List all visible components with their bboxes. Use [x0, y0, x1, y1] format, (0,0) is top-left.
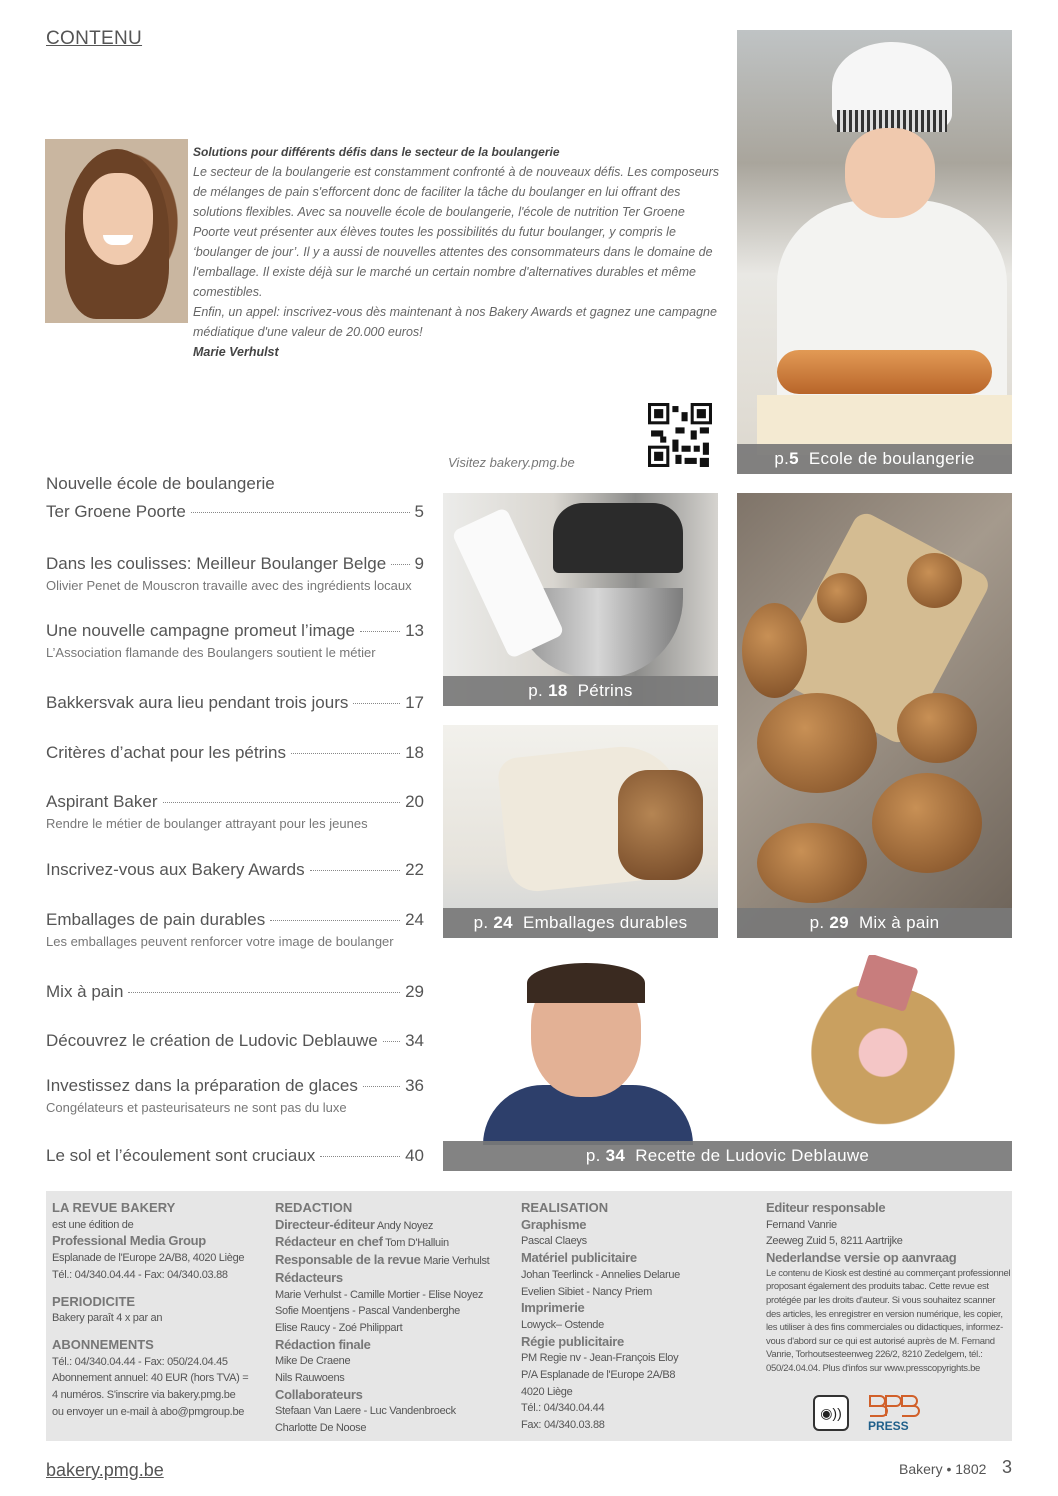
colophon-role: Rédaction finale	[275, 1336, 371, 1352]
colophon-role: Régie publicitaire	[521, 1333, 624, 1349]
colophon-person: Marie Verhulst	[423, 1255, 490, 1268]
colophon-line: ou envoyer un e-mail à abo@pmgroup.be	[52, 1405, 245, 1418]
toc-entry[interactable]	[46, 743, 424, 763]
colophon-heading: REALISATION	[521, 1200, 609, 1215]
toc-entry[interactable]	[46, 474, 424, 522]
colophon-line: Tél.: 04/340.04.44 - Fax: 050/24.04.45	[52, 1355, 228, 1368]
caption-p5: p.5 Ecole de boulangerie	[737, 444, 1012, 474]
toc-entry[interactable]	[46, 1146, 424, 1166]
editorial-body-2: Enfin, un appel: inscrivez-vous dès maintenant à nos Bakery Awards et gagnez une campagne médiatique d'une valeur de 20.000 euros!	[193, 305, 717, 339]
photo-recette-ludovic-deblauwe	[443, 955, 1012, 1171]
toc-subtitle: L’Association flamande des Boulangers soutient le métier	[46, 645, 376, 660]
colophon-person: Pascal Claeys	[521, 1235, 587, 1248]
toc-page: 9	[414, 554, 424, 573]
toc-entry[interactable]	[46, 554, 424, 593]
colophon-line: Fax: 04/340.03.88	[521, 1419, 605, 1432]
colophon-role: Graphisme	[521, 1216, 587, 1232]
colophon-role: Matériel publicitaire	[521, 1250, 637, 1266]
toc-title: Le sol et l’écoulement sont cruciaux	[46, 1146, 316, 1165]
toc-entry[interactable]	[46, 982, 424, 1002]
colophon-line: Tél.: 04/340.04.44 - Fax: 04/340.03.88	[52, 1268, 228, 1281]
visit-website-text: Visitez bakery.pmg.be	[448, 455, 575, 470]
caption-p29: p. 29 Mix à pain	[737, 908, 1012, 938]
press-scan-icon: ◉))	[813, 1395, 849, 1431]
qr-code-icon[interactable]	[648, 403, 712, 467]
toc-subtitle: Congélateurs et pasteurisateurs ne sont pas du luxe	[46, 1100, 347, 1115]
colophon-person: Andy Noyez	[376, 1219, 434, 1232]
photo-ecole-de-boulangerie	[737, 30, 1012, 474]
colophon-heading: Nederlandse versie op aanvraag	[766, 1250, 957, 1266]
section-title: CONTENU	[46, 28, 143, 49]
colophon-role: Imprimerie	[521, 1300, 585, 1316]
colophon-line: est une édition de	[52, 1218, 134, 1231]
colophon-realisation	[521, 1200, 751, 1434]
toc-subtitle: Les emballages peuvent renforcer votre image de boulanger	[46, 934, 394, 949]
colophon-line: Zeeweg Zuid 5, 8211 Aartrijke	[766, 1235, 903, 1248]
colophon-line: Bakery paraît 4 x par an	[52, 1312, 163, 1325]
toc-title: Bakkersvak aura lieu pendant trois jours	[46, 693, 349, 712]
toc-title: Découvrez le création de Ludovic Deblauwe	[46, 1031, 378, 1050]
colophon-role: Directeur-éditeur	[275, 1216, 375, 1232]
colophon-role: Rédacteur en chef	[275, 1234, 383, 1250]
toc-page: 36	[405, 1076, 424, 1095]
toc-title: Investissez dans la préparation de glaces	[46, 1076, 358, 1095]
toc-page: 40	[405, 1146, 424, 1165]
colophon	[46, 1191, 1012, 1441]
toc-page: 22	[405, 860, 424, 879]
colophon-heading: PERIODICITE	[52, 1293, 136, 1309]
toc-title: Une nouvelle campagne promeut l’image	[46, 621, 356, 640]
toc-title: Dans les coulisses: Meilleur Boulanger Belge	[46, 554, 387, 573]
colophon-person: Mike De Craene	[275, 1355, 351, 1368]
colophon-line: 4 numéros. S'inscrire via bakery.pmg.be	[52, 1389, 236, 1402]
toc-page: 34	[405, 1031, 424, 1050]
toc-title: Emballages de pain durables	[46, 910, 266, 929]
editorial-signature: Marie Verhulst	[193, 345, 279, 359]
editor-portrait	[45, 139, 188, 323]
toc-title: Critères d’achat pour les pétrins	[46, 743, 287, 762]
colophon-line: Abonnement annuel: 40 EUR (hors TVA) =	[52, 1372, 249, 1385]
colophon-role: Collaborateurs	[275, 1386, 363, 1402]
toc-entry[interactable]	[46, 910, 424, 949]
colophon-role: Rédacteurs	[275, 1269, 343, 1285]
toc-entry[interactable]	[46, 792, 424, 831]
colophon-person: Evelien Sibiet - Nancy Priem	[521, 1285, 652, 1298]
editorial-body: Le secteur de la boulangerie est constamment confronté à de nouveaux défis. Les composeurs de mélanges de pain s'efforcent donc de faciliter la tâche du boulanger en lui offrant des solutions flexibles. Avec sa nouvelle école de boulangerie, l'école de nutrition Ter Groene Poorte veut présenter aux élèves toutes les possibilités du futur boulanger, y compris le ‘boulanger de jour’. Il y a aussi de nouvelles attentes des consommateurs dans le domaine de l'emballage. Il existe déjà sur le marché un certain nombre d'alternatives durables et même comestibles.	[193, 165, 720, 299]
colophon-redaction	[275, 1200, 510, 1437]
colophon-line: P/A Esplanade de l'Europe 2A/B8	[521, 1369, 676, 1382]
photo-petrins	[443, 493, 718, 706]
colophon-heading: Editeur responsable	[766, 1200, 886, 1215]
colophon-heading: ABONNEMENTS	[52, 1336, 154, 1352]
colophon-person: Marie Verhulst - Camille Mortier - Elise Noyez	[275, 1288, 484, 1301]
colophon-publisher	[52, 1200, 267, 1420]
colophon-line: Esplanade de l'Europe 2A/B8, 4020 Liège	[52, 1252, 245, 1265]
toc-pre-title: Nouvelle école de boulangerie	[46, 474, 275, 493]
toc-entry[interactable]	[46, 860, 424, 880]
colophon-heading: LA REVUE BAKERY	[52, 1200, 176, 1215]
toc-page: 13	[405, 621, 424, 640]
toc-page: 17	[405, 693, 424, 712]
website-link[interactable]: bakery.pmg.be	[46, 1460, 164, 1480]
colophon-line: PM Regie nv - Jean-François Eloy	[521, 1352, 679, 1365]
toc-entry[interactable]	[46, 1076, 424, 1115]
issue-label: Bakery • 1802	[899, 1461, 987, 1477]
colophon-person: Tom D'Halluin	[385, 1237, 449, 1250]
colophon-person: Stefaan Van Laere - Luc Vandenbroeck	[275, 1405, 456, 1418]
colophon-person: Johan Teerlinck - Annelies Delarue	[521, 1268, 680, 1281]
caption-p18: p. 18 Pétrins	[443, 676, 718, 706]
colophon-line: Professional Media Group	[52, 1233, 206, 1249]
colophon-person: Lowyck– Ostende	[521, 1318, 604, 1331]
colophon-person: Charlotte De Noose	[275, 1422, 367, 1435]
colophon-line: 4020 Liège	[521, 1385, 573, 1398]
toc-subtitle: Olivier Penet de Mouscron travaille avec des ingrédients locaux	[46, 578, 412, 593]
colophon-person: Elise Raucy - Zoé Philippart	[275, 1321, 403, 1334]
colophon-role: Responsable de la revue	[275, 1252, 421, 1268]
colophon-legal: Le contenu de Kiosk est destiné au commerçant professionnel proposant également des produits tabac. Cette revue est protégée par les droits d'auteur. Si vous souhaitez scanner des articles, les enregistrer en version numérique, les copier, les utiliser à des fins commerciales ou didactiques, informez-vous d'abord sur ce qui est autorisé auprès de M. Fernand Vanrie, Torhoutsesteenweg 226/2, 8210 Zedelgem, tél.: 050/24.04.04. Plus d'infos sur www.presscopyrights.be	[766, 1267, 1011, 1374]
editorial-heading: Solutions pour différents défis dans le secteur de la boulangerie	[193, 145, 560, 159]
colophon-heading: REDACTION	[275, 1200, 353, 1215]
colophon-line: Fernand Vanrie	[766, 1218, 837, 1231]
toc-entry[interactable]	[46, 693, 424, 713]
toc-page: 24	[405, 910, 424, 929]
toc-entry[interactable]	[46, 1031, 424, 1051]
toc-page: 5	[414, 502, 424, 521]
toc-page: 20	[405, 792, 424, 811]
colophon-line: Tél.: 04/340.04.44	[521, 1402, 605, 1415]
toc-title: Inscrivez-vous aux Bakery Awards	[46, 860, 305, 879]
editorial	[193, 142, 723, 362]
toc-title: Ter Groene Poorte	[46, 502, 186, 521]
toc-title: Mix à pain	[46, 982, 124, 1001]
bpb-press-logo-icon	[864, 1393, 924, 1433]
colophon-editeur	[766, 1200, 1011, 1376]
caption-p34: p. 34 Recette de Ludovic Deblauwe	[443, 1141, 1012, 1171]
page-number: 3	[1002, 1457, 1013, 1477]
photo-emballages-durables	[443, 725, 718, 938]
toc-entry[interactable]	[46, 621, 424, 660]
colophon-person: Sofie Moentjens - Pascal Vandenberghe	[275, 1305, 460, 1318]
caption-p24: p. 24 Emballages durables	[443, 908, 718, 938]
colophon-person: Nils Rauwoens	[275, 1372, 345, 1385]
toc-page: 18	[405, 743, 424, 762]
toc-page: 29	[405, 982, 424, 1001]
svg-text:PRESS: PRESS	[868, 1419, 909, 1433]
toc-subtitle: Rendre le métier de boulanger attrayant pour les jeunes	[46, 816, 368, 831]
photo-mix-a-pain	[737, 493, 1012, 938]
toc-title: Aspirant Baker	[46, 792, 158, 811]
